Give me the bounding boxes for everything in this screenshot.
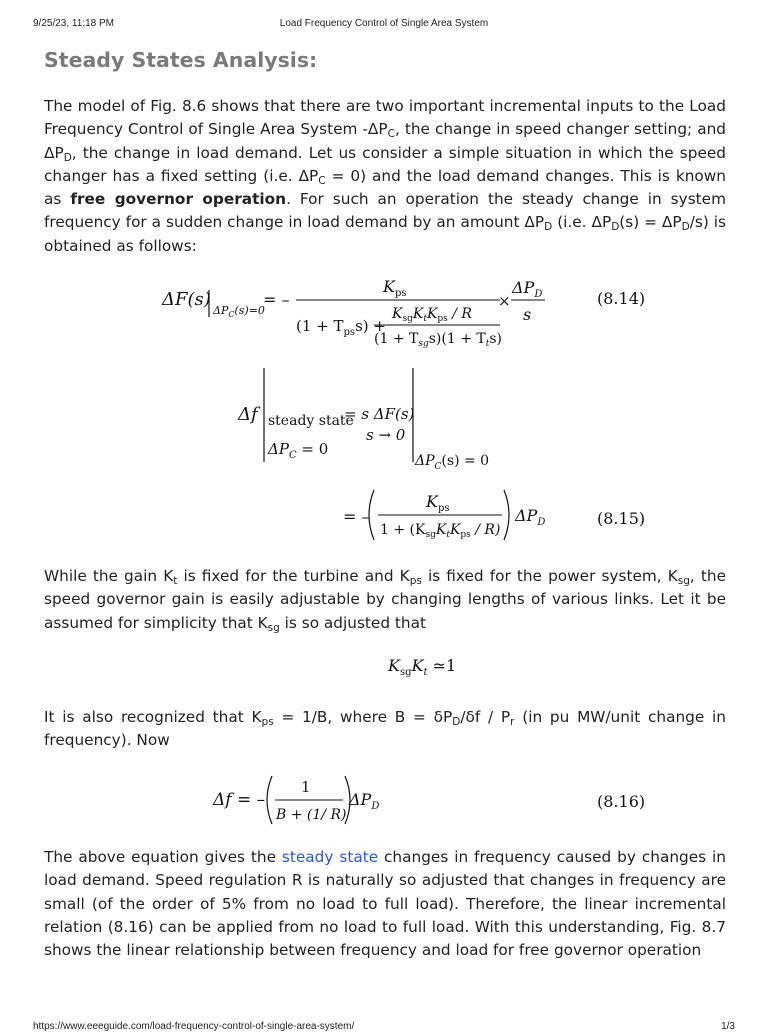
print-datetime: 9/25/23, 11:18 PM [33, 18, 114, 29]
svg-text:1 + (KsgKtKps / R): $1 + (K_{sg}K_tK_{ps} / R)$ [380, 522, 501, 540]
steady-state-link[interactable]: steady state [281, 848, 379, 866]
svg-text:s: s [523, 305, 532, 324]
times-sign: × [498, 292, 511, 310]
eq-number-8-15: (8.15) [597, 509, 646, 528]
svg-text:ΔPD: $\Delta P_D$ [349, 790, 380, 812]
page-number: 1/3 [721, 1021, 735, 1032]
svg-text:Kps: $K_{ps}$ [383, 277, 407, 299]
eq-number-8-16: (8.16) [597, 792, 646, 811]
svg-text:ΔPC(s) = 0: $\Delta P_C(s) = 0$ [415, 453, 490, 472]
svg-text:steady state: steady state [268, 413, 354, 429]
equation-8-15 [343, 490, 645, 540]
svg-text:= s ΔF(s): = s ΔF(s) [344, 405, 415, 423]
svg-text:1: 1 [301, 778, 311, 796]
eq-number-8-14: (8.14) [597, 289, 646, 308]
kps-paragraph: It is also recognized that $K_{ps} = 1/B$, where $B = \delta P_D/\delta f / P_r$ (in pu MW/unit change in frequency). Now [44, 708, 726, 750]
svg-text:Kps: $K_{ps}$ [426, 492, 450, 514]
svg-text:ΔPD: $\Delta P_D$ [515, 506, 546, 528]
svg-text:KsgKt ≃1: $K_{sg}K_t$ ≃1 [388, 656, 457, 678]
svg-text:ΔPD: $\Delta P_D$ [512, 278, 543, 300]
svg-text:s → 0: s → 0 [366, 426, 406, 444]
free-governor-term: free governor operation [70, 190, 287, 209]
gain-paragraph: While the gain $K_t$ is fixed for the turbine and $K_{ps}$ is fixed for the power system, $K_{sg}$, the speed governor gain is easily adjustable by changing lengths of various links. Let it be assumed for simplicity that $K_{sg}$ is so adjusted that [44, 567, 726, 634]
svg-text:ΔPC(s)=0: $\Delta P_C(s)=0$ [213, 304, 265, 319]
svg-text:KsgKtKps / R: $K_{sg}K_tK_{ps}$ / R [392, 306, 472, 324]
equation-ksg-kt [387, 656, 456, 678]
svg-text:(1 + Tsgs)(1 + Tts): $(1 + T_{sg}s)(1 + T_ts)$ [374, 331, 502, 349]
page-url: https://www.eeeguide.com/load-frequency-control-of-single-area-system/ [33, 1021, 355, 1032]
equation-8-14 [161, 277, 645, 349]
intro-paragraph: The model of Fig. 8.6 shows that there are two important incremental inputs to the Load Frequency Control of Single Area System $-\Delta P_C$, the change in speed changer setting; and $\Delta P_D$, the change in load demand. Let us consider a simple situation in which the speed changer has a fixed setting (i.e. $\Delta P_C = 0$) and the load demand changes. This is known as free governor operation. For such an operation the steady change in system frequency for a sudden change in load demand by an amount $\Delta P_D$ (i.e. $\Delta P_D(s) = \Delta P_D/s$) is obtained as follows: [44, 97, 726, 255]
equation-8-16 [212, 776, 645, 824]
svg-text:ΔPC = 0: $\Delta P_C = 0$ [268, 440, 329, 461]
svg-text:Δf = –: Δf = – [213, 790, 266, 810]
svg-text:(1 + Tpss) +: $(1 + T_{ps}s)$ + [296, 317, 386, 338]
steady-state-paragraph: The above equation gives the steady state changes in frequency caused by changes in load demand. Speed regulation R is naturally so adjusted that changes in frequency are small (of the order of 5% from no load to full load). Therefore, the linear incremental relation (8.16) can be applied from no load to full load. With this understanding, Fig. 8.7 shows the linear relationship between frequency and load for free governor operation [44, 848, 726, 960]
eq-8-14-minus: = – [263, 290, 290, 309]
eq-8-14-lhs: ΔF(s) [162, 289, 211, 310]
svg-text:Δf: Δf [238, 404, 258, 425]
section-heading: Steady States Analysis: [44, 48, 318, 72]
svg-text:= –: = – [343, 507, 370, 526]
svg-text:B + (1/ R): B + (1/ R) [276, 807, 347, 823]
equation-steady-state [237, 368, 489, 472]
page-title: Load Frequency Control of Single Area System [279, 18, 489, 29]
